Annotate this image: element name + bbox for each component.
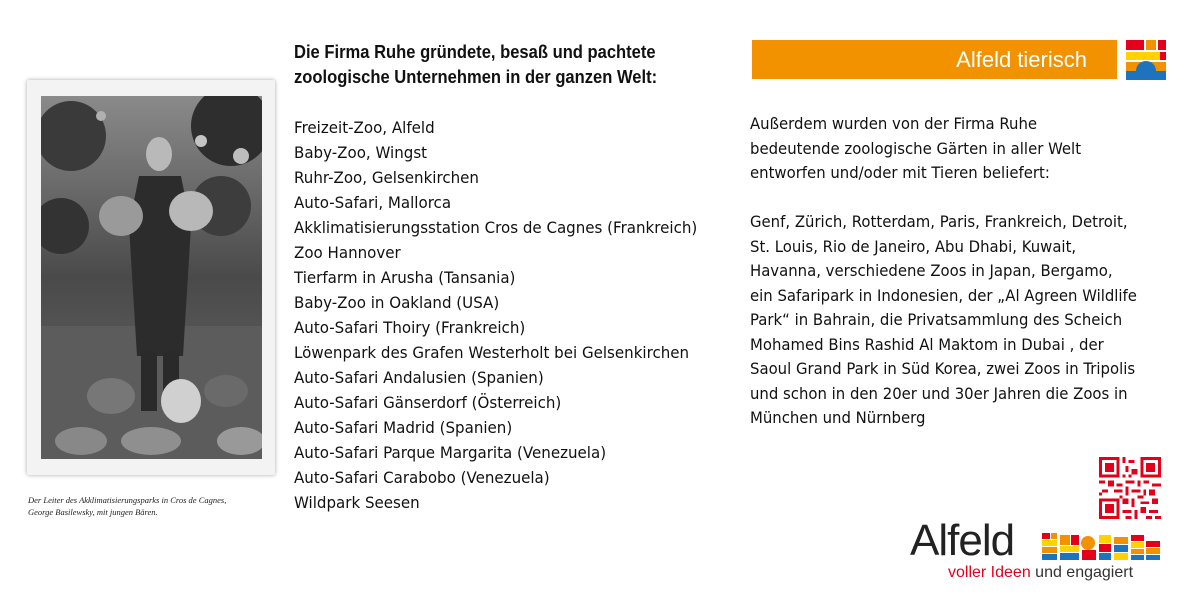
intro-paragraph [750,112,1141,186]
list-item: Auto-Safari Gänserdorf (Österreich) [294,393,562,412]
text-line: Havanna, verschiedene Zoos in Japan, Bergamo, [750,261,1113,280]
text-line: Saoul Grand Park in Süd Korea, zwei Zoos in Tripolis [750,359,1136,378]
list-item: Baby-Zoo, Wingst [294,143,428,162]
text-line: Park“ in Bahrain, die Privatsammlung des Scheich [750,310,1123,329]
slogan-part-2: und engagiert [1030,564,1134,581]
companies-list [294,115,703,515]
logo-wordmark: Alfeld [910,516,1015,565]
text-line: und schon in den 20er und 30er Jahren die Zoos in [750,383,1128,403]
photo-caption [28,494,268,518]
alfeld-color-blocks-icon [1124,38,1168,82]
list-item: Auto-Safari, Mallorca [294,193,452,212]
heading-line: Die Firma Ruhe gründete, besaß und pachtete [294,42,656,62]
logo-color-blocks-icon [1042,531,1162,561]
list-item: Löwenpark des Grafen Westerholt bei Gelsenkirchen [294,343,690,362]
list-item: Ruhr-Zoo, Gelsenkirchen [294,168,479,187]
text-line: St. Louis, Rio de Janeiro, Abu Dhabi, Kuwait, [750,236,1077,256]
alfeld-logo [910,517,1170,597]
caption-line: Der Leiter des Akklimatisierungsparks in Cros de Cagnes, [28,495,227,505]
caption-line: George Basilewsky, mit jungen Bären. [28,507,158,517]
list-item: Akklimatisierungsstation Cros de Cagnes (Frankreich) [294,218,698,237]
slogan-part-1: voller Ideen [948,564,1031,581]
text-line: München und Nürnberg [750,408,926,427]
text-line: entworfen und/oder mit Tieren beliefert: [750,163,1050,182]
banner-title: Alfeld tierisch [956,47,1087,72]
companies-heading [294,40,680,90]
list-item: Auto-Safari Andalusien (Spanien) [294,368,544,387]
list-item: Wildpark Seesen [294,493,420,512]
text-line: Mohamed Bins Rashid Al Maktom in Dubai , der [750,334,1104,354]
list-item: Zoo Hannover [294,243,401,262]
list-item: Auto-Safari Madrid (Spanien) [294,418,513,437]
list-item: Auto-Safari Thoiry (Frankreich) [294,318,526,337]
list-item: Tierfarm in Arusha (Tansania) [294,268,516,287]
text-line: bedeutende zoologische Gärten in aller Welt [750,138,1082,158]
title-banner [752,40,1117,79]
list-item: Baby-Zoo in Oakland (USA) [294,293,500,312]
places-paragraph [750,210,1141,431]
text-line: Außerdem wurden von der Firma Ruhe [750,114,1038,133]
qr-code-icon[interactable] [1099,457,1161,519]
logo-slogan [948,563,1133,583]
list-item: Auto-Safari Parque Margarita (Venezuela) [294,443,607,462]
text-line: Genf, Zürich, Rotterdam, Paris, Frankreich, Detroit, [750,212,1128,231]
text-line: ein Safaripark in Indonesien, der „Al Agreen Wildlife [750,285,1137,305]
list-item: Freizeit-Zoo, Alfeld [294,118,435,137]
heading-line: zoologische Unternehmen in der ganzen Welt: [294,67,658,87]
photo-frame [27,80,275,475]
list-item: Auto-Safari Carabobo (Venezuela) [294,468,550,487]
zoos-text [750,112,1141,431]
historic-photo [41,96,262,459]
